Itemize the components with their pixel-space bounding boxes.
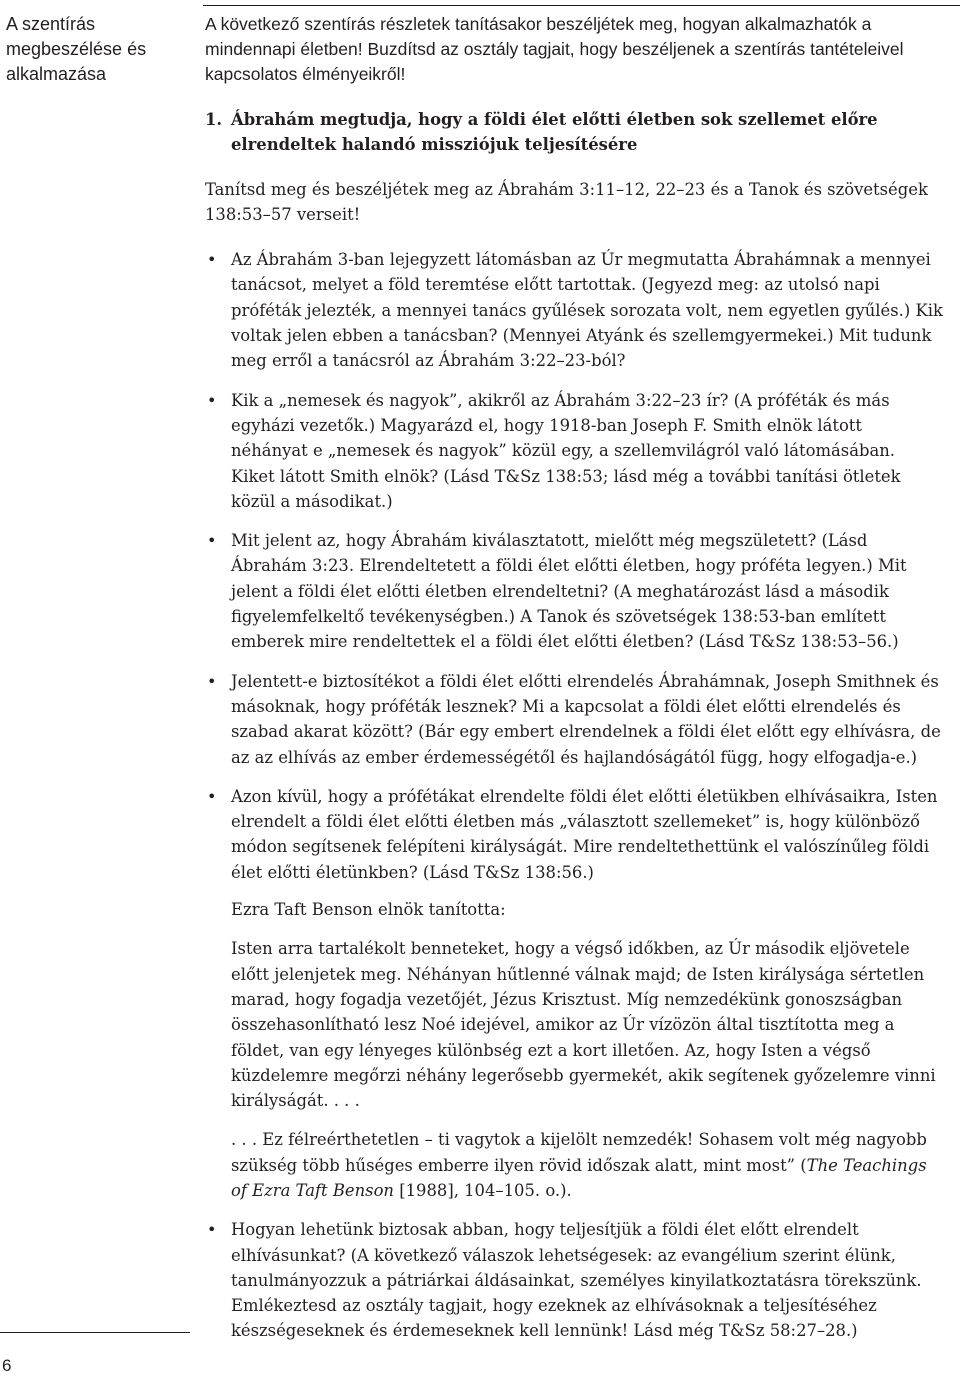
quote-citation: [1988], 104–105. o.). <box>394 1180 572 1200</box>
list-item-text: Kik a „nemesek és nagyok”, akikről az Ábrahám 3:22–23 ír? (A próféták és más egyházi vezetők.) Magyarázd el, hogy 1918-ban Joseph F. Smith elnök látott néhányat e „nemesek és nagyok” közül egy, a szellemvilágról való látomásában. Kiket látott Smith elnök? (Lásd T&Sz 138:53; lásd még a további tanítási ötletek közül a másodikat.) <box>231 390 901 511</box>
bullet-icon: • <box>207 390 217 410</box>
list-item-text: Hogyan lehetünk biztosak abban, hogy teljesítjük a földi élet előtt elrendelt elhívásunkat? (A következő válaszok lehetségesek: az evangélium szerint élünk, tanulmányozzuk a pátriárkai áldásainkat, személyes kinyilatkoztatásra törekszünk. Emlékeztesd az osztály tagjait, hogy ezeknek az elhívásoknak a teljesítéséhez készségeseknek és érdemeseknek kell lennünk! Lásd még T&Sz 58:27–28.) <box>231 1220 922 1341</box>
discussion-list <box>205 247 943 885</box>
list-item-text: Azon kívül, hogy a prófétákat elrendelte földi élet előtti életükben elhívásaikra, Isten elrendelt a földi élet előtti életben más „választott szellemeket” is, hogy különböző módon segítsenek felépíteni királyságát. Mire rendeltethettünk el valószínűleg földi élet előtti életünkben? (Lásd T&Sz 138:56.) <box>231 786 938 882</box>
quote-text: . . . Ez félreérthetetlen – ti vagytok a kijelölt nemzedék! Sohasem volt még nagyobb szükség több hűséges emberre ilyen rövid időszak alatt, mint most” ( <box>231 1130 927 1175</box>
side-heading <box>6 12 186 87</box>
assignment-paragraph: Tanítsd meg és beszéljétek meg az Ábrahám 3:11–12, 22–23 és a Tanok és szövetségek 138:53–57 verseit! <box>205 179 928 224</box>
bullet-icon: • <box>207 250 217 270</box>
side-heading-line: alkalmazása <box>6 64 107 84</box>
intro-paragraph: A következő szentírás részletek tanításakor beszéljétek meg, hogyan alkalmazhatók a mindennapi életben! Buzdítsd az osztály tagjait, hogy beszéljenek a szentírás tantételeivel kapcsolatos élményeikről! <box>205 14 904 84</box>
section-title: Ábrahám megtudja, hogy a földi élet előtti életben sok szellemet előre elrendeltek halandó missziójuk teljesítésére <box>231 110 878 155</box>
list-item <box>205 388 943 514</box>
bullet-icon: • <box>207 531 217 551</box>
section-number: 1. <box>205 110 223 129</box>
list-item-text: Jelentett-e biztosítékot a földi élet előtti elrendelés Ábrahámnak, Joseph Smithnek és másoknak, hogy próféták lesznek? Mi a kapcsolat a földi élet előtti elrendelés és szabad akarat között? (Bár egy embert elrendelnek a földi élet előtt egy elhívásra, de az az elhívás az ember érdemességétől és hajlandóságától függ, hogy elfogadja-e.) <box>231 671 941 767</box>
main-content <box>205 107 943 1358</box>
list-item-text: Az Ábrahám 3-ban lejegyzett látomásban az Úr megmutatta Ábrahámnak a mennyei tanácsot, melyet a föld teremtése előtt tartottak. (Jegyezd meg: az utolsó napi próféták jelezték, a mennyei tanács gyűlések sorozata volt, nem egyetlen gyűlés.) Kik voltak jelen ebben a tanácsban? (Mennyei Atyánk és szellemgyermekei.) Mit tudunk meg erről a tanácsról az Ábrahám 3:22–23-ból? <box>231 250 943 371</box>
top-rule <box>203 5 960 6</box>
quote-block <box>231 936 943 1203</box>
bullet-icon: • <box>207 1220 217 1240</box>
list-item <box>205 528 943 654</box>
side-heading-line: megbeszélése és <box>6 39 147 59</box>
list-item-text: Mit jelent az, hogy Ábrahám kiválasztatott, mielőtt még megszületett? (Lásd Ábrahám 3:23. Elrendeltetett a földi élet előtti életben, hogy próféta legyen.) Mit jelent a földi élet előtti életben elrendeltetni? (A meghatározást lásd a második figyelemfelkeltő tevékenységben.) A Tanok és szövetségek 138:53-ban említett emberek mire rendeltettek el a földi élet előtti életben? (Lásd T&Sz 138:53–56.) <box>231 531 907 652</box>
section-heading <box>205 107 943 158</box>
bottom-rule <box>0 1332 190 1333</box>
bullet-icon: • <box>207 786 217 806</box>
book-title: The Teachings of Ezra Taft Benson <box>231 1155 927 1200</box>
list-item <box>205 247 943 373</box>
page-number: 6 <box>2 1356 12 1375</box>
list-item <box>205 1217 943 1343</box>
list-item <box>205 784 943 885</box>
bullet-icon: • <box>207 671 217 691</box>
side-heading-line: A szentírás <box>6 14 96 34</box>
quote-paragraph: Isten arra tartalékolt benneteket, hogy a végső időkben, az Úr második eljövetele előtt jelenjetek meg. Néhányan hűtlenné válnak majd; de Isten királysága sértetlen marad, hogy fogadja vezetőjét, Jézus Krisztust. Míg nemzedékünk gonoszságban összehasonlítható lesz Noé idejével, amikor az Úr vízözön által tisztította meg a földet, van egy lényeges különbség ezt a kort illetően. Az, hogy Isten a végső küzdelemre megőrzi néhány legerősebb gyermekét, akik segítenek győzelemre vinni királyságát. . . . <box>231 939 936 1111</box>
quote-intro: Ezra Taft Benson elnök tanította: <box>231 900 506 920</box>
quote-paragraph <box>231 1127 943 1203</box>
list-item <box>205 669 943 770</box>
closing-list <box>205 1217 943 1343</box>
